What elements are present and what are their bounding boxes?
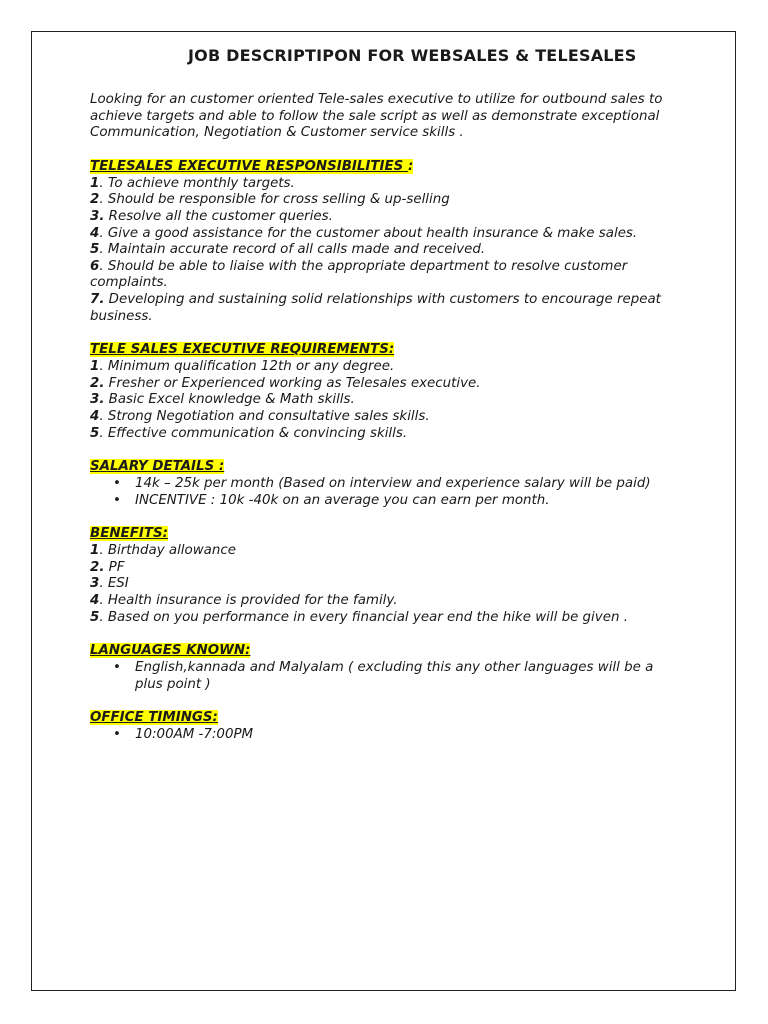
item-text: . Should be able to liaise with the appropriate department to resolve customer complaints.	[90, 258, 628, 291]
list-item	[90, 493, 680, 510]
list-item	[90, 392, 680, 409]
requirements-list	[90, 359, 680, 442]
list-item	[90, 209, 680, 226]
item-number: 3	[90, 576, 100, 592]
item-text: PF	[104, 559, 125, 575]
item-number: 4	[90, 408, 100, 424]
list-item	[90, 242, 680, 259]
list-item	[90, 727, 680, 744]
document-body	[90, 92, 680, 760]
item-text: Basic Excel knowledge & Math skills.	[104, 392, 355, 408]
item-text: . Maintain accurate record of all calls made and received.	[99, 242, 486, 258]
list-item	[90, 426, 680, 443]
benefits-heading-text: BENEFITS:	[90, 526, 168, 542]
list-item	[90, 359, 680, 376]
item-text: . Strong Negotiation and consultative sales skills.	[99, 408, 430, 424]
item-number: 3.	[90, 208, 105, 224]
bullet-icon: •	[113, 476, 121, 492]
responsibilities-heading	[90, 158, 680, 176]
list-item	[90, 192, 680, 209]
item-text: . Minimum qualification 12th or any degree.	[99, 359, 395, 375]
item-text: . To achieve monthly targets.	[99, 175, 295, 191]
requirements-heading	[90, 341, 680, 359]
item-number: 1	[90, 175, 100, 191]
list-item	[90, 409, 680, 426]
salary-heading-text: SALARY DETAILS :	[90, 459, 225, 475]
timings-list	[90, 727, 680, 744]
salary-list	[90, 476, 680, 509]
responsibilities-heading-text: TELESALES EXECUTIVE RESPONSIBILITIES	[90, 158, 408, 174]
item-number: 5	[90, 242, 100, 258]
languages-heading	[90, 642, 680, 660]
responsibilities-list	[90, 176, 680, 325]
item-number: 5	[90, 609, 100, 625]
item-number: 2	[90, 192, 100, 208]
benefits-heading	[90, 525, 680, 543]
item-number: 6	[90, 258, 100, 274]
item-text: . Based on you performance in every financial year end the hike will be given .	[99, 609, 628, 625]
list-item	[90, 376, 680, 393]
item-number: 2.	[90, 559, 105, 575]
item-text: . Birthday allowance	[99, 543, 236, 559]
bullet-icon: •	[113, 492, 121, 508]
item-number: 2.	[90, 375, 105, 391]
list-item	[90, 593, 680, 610]
bullet-icon: •	[113, 660, 121, 676]
list-item	[90, 226, 680, 243]
bullet-icon: •	[113, 727, 121, 743]
item-text: 10:00AM -7:00PM	[135, 727, 254, 743]
list-item	[90, 576, 680, 593]
item-text: . Health insurance is provided for the family.	[99, 593, 398, 609]
list-item	[90, 476, 680, 493]
item-number: 4	[90, 225, 100, 241]
item-text: Resolve all the customer queries.	[104, 208, 333, 224]
item-number: 3.	[90, 392, 105, 408]
list-item	[90, 560, 680, 577]
item-text: INCENTIVE : 10k -40k on an average you can earn per month.	[135, 492, 550, 508]
benefits-list	[90, 543, 680, 626]
list-item	[90, 543, 680, 560]
item-number: 1	[90, 359, 100, 375]
item-number: 5	[90, 425, 100, 441]
list-item	[90, 176, 680, 193]
list-item	[90, 610, 680, 627]
item-text: . Effective communication & convincing skills.	[99, 425, 408, 441]
item-text: Developing and sustaining solid relationships with customers to encourage repeat business.	[90, 291, 661, 324]
item-text: . Should be responsible for cross selling & up-selling	[99, 192, 450, 208]
list-item	[90, 292, 680, 325]
salary-heading	[90, 458, 680, 476]
item-text: . ESI	[99, 576, 129, 592]
item-text: . Give a good assistance for the customer about health insurance & make sales.	[99, 225, 638, 241]
item-number: 1	[90, 543, 100, 559]
list-item	[90, 259, 680, 292]
timings-heading	[90, 709, 680, 727]
item-text: Fresher or Experienced working as Telesales executive.	[104, 375, 481, 391]
timings-heading-text: OFFICE TIMINGS:	[90, 710, 218, 726]
item-text: English,kannada and Malyalam ( excluding this any other languages will be a plus point )	[135, 660, 654, 692]
item-number: 7.	[90, 291, 105, 307]
document-title: JOB DESCRIPTIPON FOR WEBSALES & TELESALES	[188, 46, 637, 65]
responsibilities-heading-suffix: :	[407, 158, 414, 174]
item-text: 14k – 25k per month (Based on interview and experience salary will be paid)	[135, 476, 651, 492]
item-number: 4	[90, 593, 100, 609]
languages-list	[90, 660, 680, 693]
list-item	[90, 660, 680, 693]
requirements-heading-text: TELE SALES EXECUTIVE REQUIREMENTS:	[90, 342, 395, 358]
intro-paragraph: Looking for an customer oriented Tele-sales executive to utilize for outbound sales to achieve targets and able to follow the sale script as well as demonstrate exceptional Communication, Negotiation & Customer service skills .	[90, 92, 663, 141]
languages-heading-text: LANGUAGES KNOWN:	[90, 643, 251, 659]
